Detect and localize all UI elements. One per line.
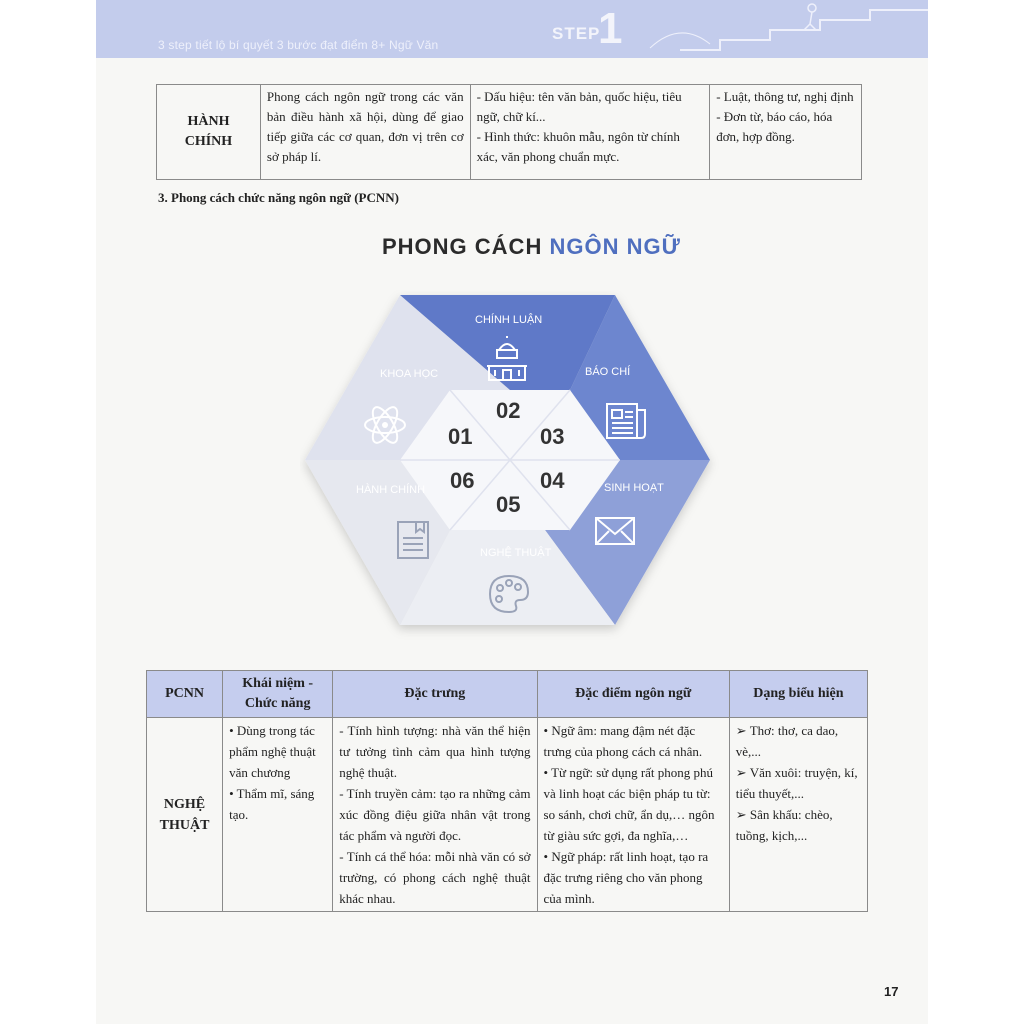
segment-label: KHOA HỌC bbox=[380, 368, 439, 380]
features-cell bbox=[333, 718, 537, 912]
section-title: 3. Phong cách chức năng ngôn ngữ (PCNN) bbox=[158, 190, 399, 205]
feature-item: - Dấu hiệu: tên văn bản, quốc hiệu, tiêu ngữ, chữ kí... bbox=[476, 89, 682, 124]
example-item: - Luật, thông tư, nghị định bbox=[716, 89, 854, 104]
form-item: ➢ Văn xuôi: truyện, kí, tiểu thuyết,... bbox=[735, 765, 858, 801]
table-header-row bbox=[147, 671, 868, 718]
building-icon bbox=[486, 336, 528, 382]
language-item: • Ngữ âm: mang đậm nét đặc trưng của phong cách cá nhân. bbox=[543, 723, 703, 759]
table-row bbox=[157, 85, 862, 180]
form-item: ➢ Sân khấu: chèo, tuồng, kịch,... bbox=[735, 807, 833, 843]
palette-icon bbox=[488, 574, 530, 614]
column-header: Dạng biểu hiện bbox=[729, 671, 867, 718]
atom-icon bbox=[362, 402, 408, 448]
forms-cell bbox=[729, 718, 867, 912]
table-pcnn bbox=[146, 670, 868, 912]
segment-number: 04 bbox=[540, 468, 565, 493]
feature-item: - Tính hình tượng: nhà văn thể hiện tư tưởng tình cảm qua hình tượng nghệ thuật. bbox=[339, 723, 531, 780]
envelope-icon bbox=[594, 516, 636, 548]
diagram-title-part1: PHONG CÁCH bbox=[382, 234, 543, 259]
feature-item: - Hình thức: khuôn mẫu, ngôn từ chính xác, văn phong chuẩn mực. bbox=[476, 129, 680, 164]
table-hanh-chinh bbox=[156, 84, 862, 180]
segment-label: HÀNH CHÍNH bbox=[356, 484, 426, 496]
column-header: Khái niệm - Chức năng bbox=[223, 671, 333, 718]
segment-number: 06 bbox=[450, 468, 475, 493]
segment-label: NGHỆ THUẬT bbox=[480, 547, 552, 559]
concept-item: • Dùng trong tác phẩm nghệ thuật văn chương bbox=[229, 723, 316, 780]
language-cell bbox=[537, 718, 729, 912]
step-label: STEP bbox=[552, 24, 601, 43]
example-item: - Đơn từ, báo cáo, hóa đơn, hợp đồng. bbox=[716, 109, 833, 144]
page-number: 17 bbox=[884, 984, 899, 999]
segment-number: 03 bbox=[540, 424, 565, 449]
language-item: • Ngữ pháp: rất linh hoạt, tạo ra đặc trưng riêng cho văn phong của mình. bbox=[543, 849, 709, 906]
column-header: Đặc trưng bbox=[333, 671, 537, 718]
segment-label: BÁO CHÍ bbox=[585, 366, 631, 378]
column-header: Đặc điểm ngôn ngữ bbox=[537, 671, 729, 718]
column-header: PCNN bbox=[147, 671, 223, 718]
banner-title: 3 step tiết lộ bí quyết 3 bước đạt điểm 8+ Ngữ Văn bbox=[158, 38, 439, 52]
diagram-title bbox=[382, 234, 681, 260]
row-head: NGHỆ THUẬT bbox=[147, 718, 223, 912]
segment-number: 05 bbox=[496, 492, 521, 517]
table-row bbox=[147, 718, 868, 912]
feature-item: - Tính cá thể hóa: mỗi nhà văn có sở trường, có phong cách nghệ thuật khác nhau. bbox=[339, 849, 531, 906]
row-head: HÀNH CHÍNH bbox=[157, 85, 261, 180]
features-cell bbox=[470, 85, 710, 180]
concept-item: • Thẩm mĩ, sáng tạo. bbox=[229, 786, 315, 822]
document-icon bbox=[396, 520, 430, 560]
concept-cell bbox=[223, 718, 333, 912]
segment-number: 02 bbox=[496, 398, 521, 423]
feature-item: - Tính truyền cảm: tạo ra những cảm xúc đồng điệu giữa nhân vật trong tác phẩm và người đọc. bbox=[339, 786, 531, 843]
language-item: • Từ ngữ: sử dụng rất phong phú và linh hoạt các biện pháp tu từ: so sánh, chơi chữ, ẩn dụ,… ngôn từ giàu sức gợi, đa nghĩa,… bbox=[543, 765, 715, 843]
diagram-overlay bbox=[300, 290, 720, 640]
form-item: ➢ Thơ: thơ, ca dao, vè,... bbox=[735, 723, 839, 759]
diagram-title-part2: NGÔN NGỮ bbox=[549, 234, 681, 259]
step-number: 1 bbox=[598, 4, 623, 53]
segment-number: 01 bbox=[448, 424, 473, 449]
segment-label: SINH HOẠT bbox=[604, 482, 664, 494]
segment-label: CHÍNH LUẬN bbox=[475, 314, 543, 326]
examples-cell bbox=[710, 85, 862, 180]
concept-cell: Phong cách ngôn ngữ trong các văn bản điều hành xã hội, dùng để giao tiếp giữa các cơ quan, đơn vị trên cơ sở pháp lí. bbox=[260, 85, 470, 180]
stairs-decoration-icon bbox=[640, 0, 928, 58]
newspaper-icon bbox=[605, 400, 647, 442]
